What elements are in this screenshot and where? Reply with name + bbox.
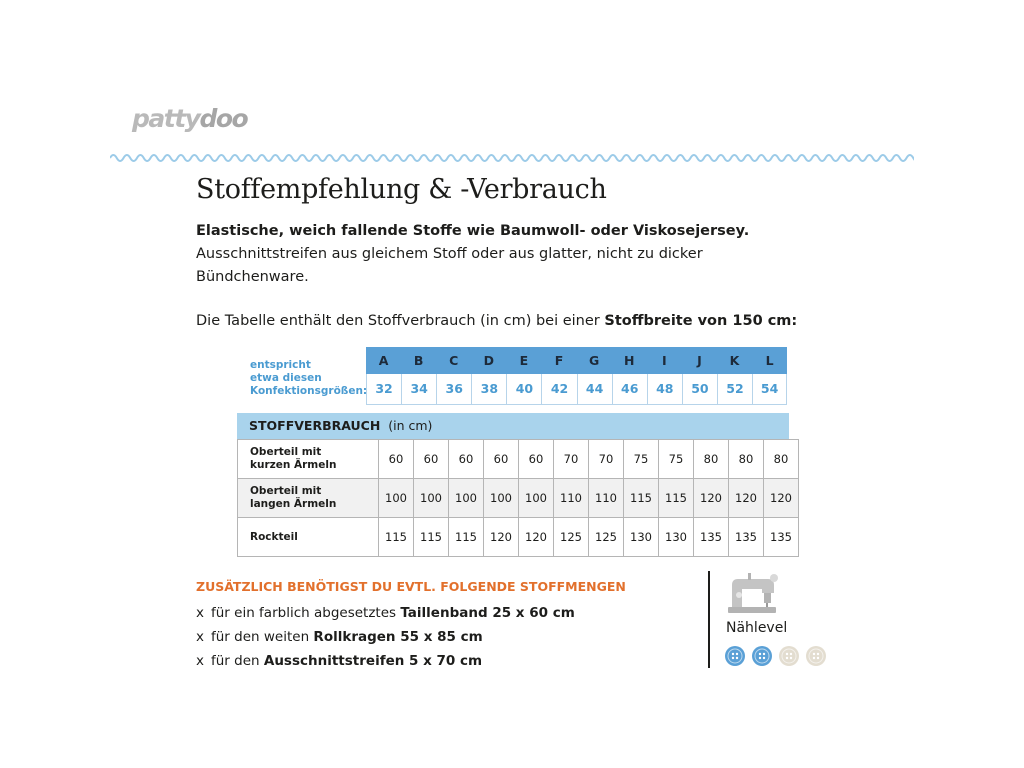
table-cell: 60 bbox=[519, 440, 554, 479]
table-cell: 60 bbox=[449, 440, 484, 479]
intro-line-3: Bündchenware. bbox=[196, 269, 309, 285]
size-number: 48 bbox=[647, 374, 682, 404]
row-label bbox=[238, 518, 379, 557]
sizes-label-line-2: etwa diesen bbox=[250, 372, 322, 384]
brand-logo bbox=[132, 104, 247, 133]
list-item bbox=[196, 603, 575, 627]
table-cell: 125 bbox=[554, 518, 589, 557]
list-item-text: für ein farblich abgesetztes bbox=[211, 605, 401, 621]
size-letter: E bbox=[519, 353, 529, 368]
row-label-line-1: Oberteil mit bbox=[250, 485, 322, 497]
intro-bold-line: Elastische, weich fallende Stoffe wie Baumwoll- oder Viskosejersey. bbox=[196, 223, 750, 239]
table-cell: 100 bbox=[519, 479, 554, 518]
list-item-mark: x bbox=[196, 605, 204, 621]
table-intro-bold: Stoffbreite von 150 cm: bbox=[604, 313, 798, 329]
size-letter: H bbox=[623, 353, 635, 368]
size-number: 54 bbox=[752, 374, 787, 404]
list-item-text: für den weiten bbox=[211, 629, 314, 645]
table-cell: 75 bbox=[624, 440, 659, 479]
size-letter: C bbox=[449, 353, 459, 368]
size-letter: G bbox=[588, 353, 600, 368]
table-cell: 80 bbox=[729, 440, 764, 479]
row-label-line-1: Rockteil bbox=[250, 530, 298, 543]
size-number: 38 bbox=[471, 374, 506, 404]
table-cell: 100 bbox=[414, 479, 449, 518]
size-letter: L bbox=[765, 353, 774, 368]
table-cell: 120 bbox=[519, 518, 554, 557]
size-number: 32 bbox=[366, 374, 401, 404]
usage-header-title: STOFFVERBRAUCH bbox=[249, 418, 381, 433]
size-letters-row bbox=[366, 347, 787, 374]
table-cell: 130 bbox=[624, 518, 659, 557]
table-cell: 130 bbox=[659, 518, 694, 557]
table-cell: 75 bbox=[659, 440, 694, 479]
table-cell: 115 bbox=[449, 518, 484, 557]
table-cell: 115 bbox=[659, 479, 694, 518]
sewing-level-label: Nählevel bbox=[726, 620, 788, 636]
table-cell: 120 bbox=[764, 479, 799, 518]
button-icon-empty bbox=[805, 645, 827, 667]
row-label-line-1: Oberteil mit bbox=[250, 446, 322, 458]
table-cell: 70 bbox=[589, 440, 624, 479]
table-cell: 60 bbox=[484, 440, 519, 479]
table-intro-text: Die Tabelle enthält den Stoffverbrauch (in cm) bei einer bbox=[196, 313, 605, 329]
usage-table bbox=[237, 439, 799, 557]
table-cell: 135 bbox=[764, 518, 799, 557]
brand-logo-part2: doo bbox=[199, 104, 248, 133]
extra-fabric-list bbox=[196, 603, 575, 675]
list-item-text: für den bbox=[211, 653, 264, 669]
size-letter: I bbox=[661, 353, 667, 368]
size-letter: K bbox=[729, 353, 740, 368]
brand-logo-part1: patty bbox=[132, 104, 200, 133]
size-letter: D bbox=[483, 353, 495, 368]
table-row bbox=[238, 518, 799, 557]
size-number: 46 bbox=[612, 374, 647, 404]
vertical-divider bbox=[708, 571, 710, 668]
size-number: 36 bbox=[436, 374, 471, 404]
sizes-label-line-1: entspricht bbox=[250, 359, 311, 371]
table-cell: 115 bbox=[379, 518, 414, 557]
size-letter: J bbox=[697, 353, 702, 368]
table-row bbox=[238, 440, 799, 479]
usage-header-unit: (in cm) bbox=[388, 418, 433, 433]
intro-line-2: Ausschnittstreifen aus gleichem Stoff oder aus glatter, nicht zu dicker bbox=[196, 246, 703, 262]
list-item-mark: x bbox=[196, 629, 204, 645]
row-label-line-2: langen Ärmeln bbox=[250, 498, 337, 510]
table-row bbox=[238, 479, 799, 518]
table-cell: 60 bbox=[379, 440, 414, 479]
table-cell: 115 bbox=[414, 518, 449, 557]
sizes-label bbox=[250, 359, 368, 398]
usage-table-header bbox=[237, 413, 789, 439]
sewing-level-rating bbox=[724, 645, 827, 667]
table-cell: 125 bbox=[589, 518, 624, 557]
wave-divider bbox=[110, 150, 914, 166]
size-letter: A bbox=[378, 353, 389, 368]
row-label-line-2: kurzen Ärmeln bbox=[250, 459, 337, 471]
table-intro bbox=[196, 313, 797, 329]
row-label bbox=[238, 440, 379, 479]
page-title: Stoffempfehlung & -Verbrauch bbox=[196, 174, 607, 205]
table-cell: 115 bbox=[624, 479, 659, 518]
list-item bbox=[196, 651, 575, 675]
table-cell: 135 bbox=[729, 518, 764, 557]
table-cell: 70 bbox=[554, 440, 589, 479]
sewing-machine-icon bbox=[726, 571, 778, 615]
button-icon-empty bbox=[778, 645, 800, 667]
table-cell: 100 bbox=[379, 479, 414, 518]
row-label bbox=[238, 479, 379, 518]
list-item-bold: Rollkragen 55 x 85 cm bbox=[313, 629, 483, 645]
button-icon-filled bbox=[724, 645, 746, 667]
size-number: 42 bbox=[541, 374, 576, 404]
size-number: 52 bbox=[717, 374, 752, 404]
list-item-bold: Taillenband 25 x 60 cm bbox=[400, 605, 575, 621]
size-number: 50 bbox=[682, 374, 717, 404]
sizes-label-line-3: Konfektionsgrößen: bbox=[250, 385, 368, 397]
size-letter: F bbox=[554, 353, 564, 368]
table-cell: 135 bbox=[694, 518, 729, 557]
table-cell: 100 bbox=[484, 479, 519, 518]
list-item-bold: Ausschnittstreifen 5 x 70 cm bbox=[263, 653, 483, 669]
intro-text bbox=[196, 220, 836, 289]
extra-fabric-title: ZUSÄTZLICH BENÖTIGST DU EVTL. FOLGENDE STOFFMENGEN bbox=[196, 579, 626, 594]
table-cell: 110 bbox=[589, 479, 624, 518]
table-cell: 100 bbox=[449, 479, 484, 518]
table-cell: 120 bbox=[484, 518, 519, 557]
size-number: 40 bbox=[506, 374, 541, 404]
size-number: 44 bbox=[577, 374, 612, 404]
list-item-mark: x bbox=[196, 653, 204, 669]
table-cell: 120 bbox=[694, 479, 729, 518]
table-cell: 60 bbox=[414, 440, 449, 479]
table-cell: 80 bbox=[764, 440, 799, 479]
button-icon-filled bbox=[751, 645, 773, 667]
table-cell: 120 bbox=[729, 479, 764, 518]
list-item bbox=[196, 627, 575, 651]
table-cell: 80 bbox=[694, 440, 729, 479]
table-cell: 110 bbox=[554, 479, 589, 518]
size-letter: B bbox=[413, 353, 424, 368]
size-numbers-row bbox=[366, 374, 787, 405]
size-number: 34 bbox=[401, 374, 436, 404]
